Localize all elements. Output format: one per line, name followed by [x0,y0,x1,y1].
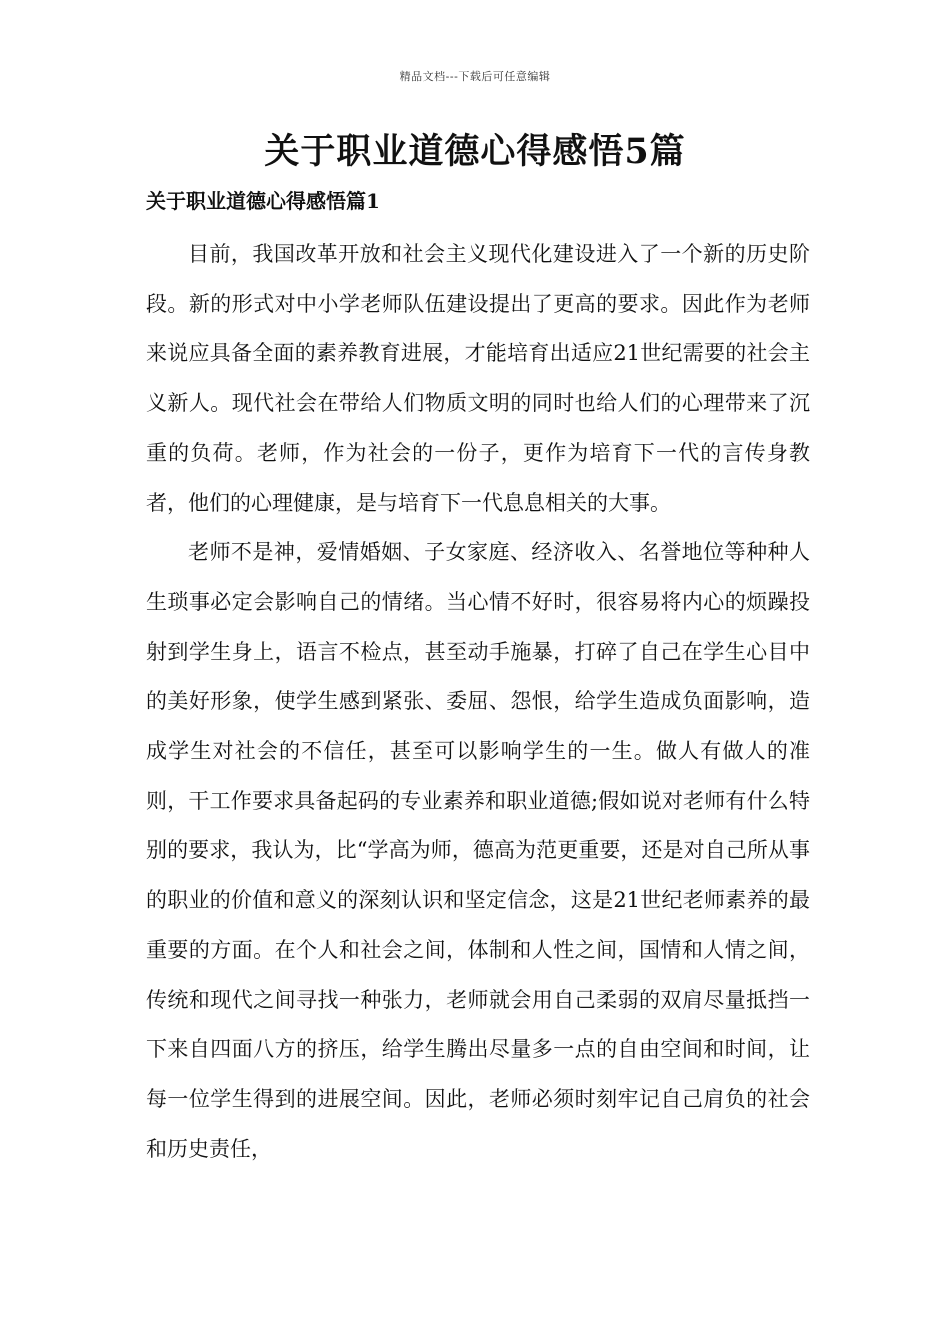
document-title: 关于职业道德心得感悟5篇 [264,131,686,172]
section-heading: 关于职业道德心得感悟篇1 [146,189,380,213]
body-text [146,230,810,1174]
header-note: 精品文档---下载后可任意编辑 [399,70,551,83]
paragraph: 目前，我国改革开放和社会主义现代化建设进入了一个新的历史阶段。新的形式对中小学老师队伍建设提出了更高的要求。因此作为老师来说应具备全面的素养教育进展，才能培育出适应21世纪需要的社会主义新人。现代社会在带给人们物质文明的同时也给人们的心理带来了沉重的负荷。老师，作为社会的一份子，更作为培育下一代的言传身教者，他们的心理健康，是与培育下一代息息相关的大事。 [146,242,810,515]
paragraph: 老师不是神，爱情婚姻、子女家庭、经济收入、名誉地位等种种人生琐事必定会影响自己的情绪。当心情不好时，很容易将内心的烦躁投射到学生身上，语言不检点，甚至动手施暴，打碎了自己在学生心目中的美好形象，使学生感到紧张、委屈、怨恨，给学生造成负面影响，造成学生对社会的不信任，甚至可以影响学生的一生。做人有做人的准则，干工作要求具备起码的专业素养和职业道德;假如说对老师有什么特别的要求，我认为，比“学高为师，德高为范更重要，还是对自己所从事的职业的价值和意义的深刻认识和坚定信念，这是21世纪老师素养的最重要的方面。在个人和社会之间，体制和人性之间，国情和人情之间，传统和现代之间寻找一种张力，老师就会用自己柔弱的双肩尽量抵挡一下来自四面八方的挤压，给学生腾出尽量多一点的自由空间和时间，让每一位学生得到的进展空间。因此，老师必须时刻牢记自己肩负的社会和历史责任， [146,540,810,1161]
